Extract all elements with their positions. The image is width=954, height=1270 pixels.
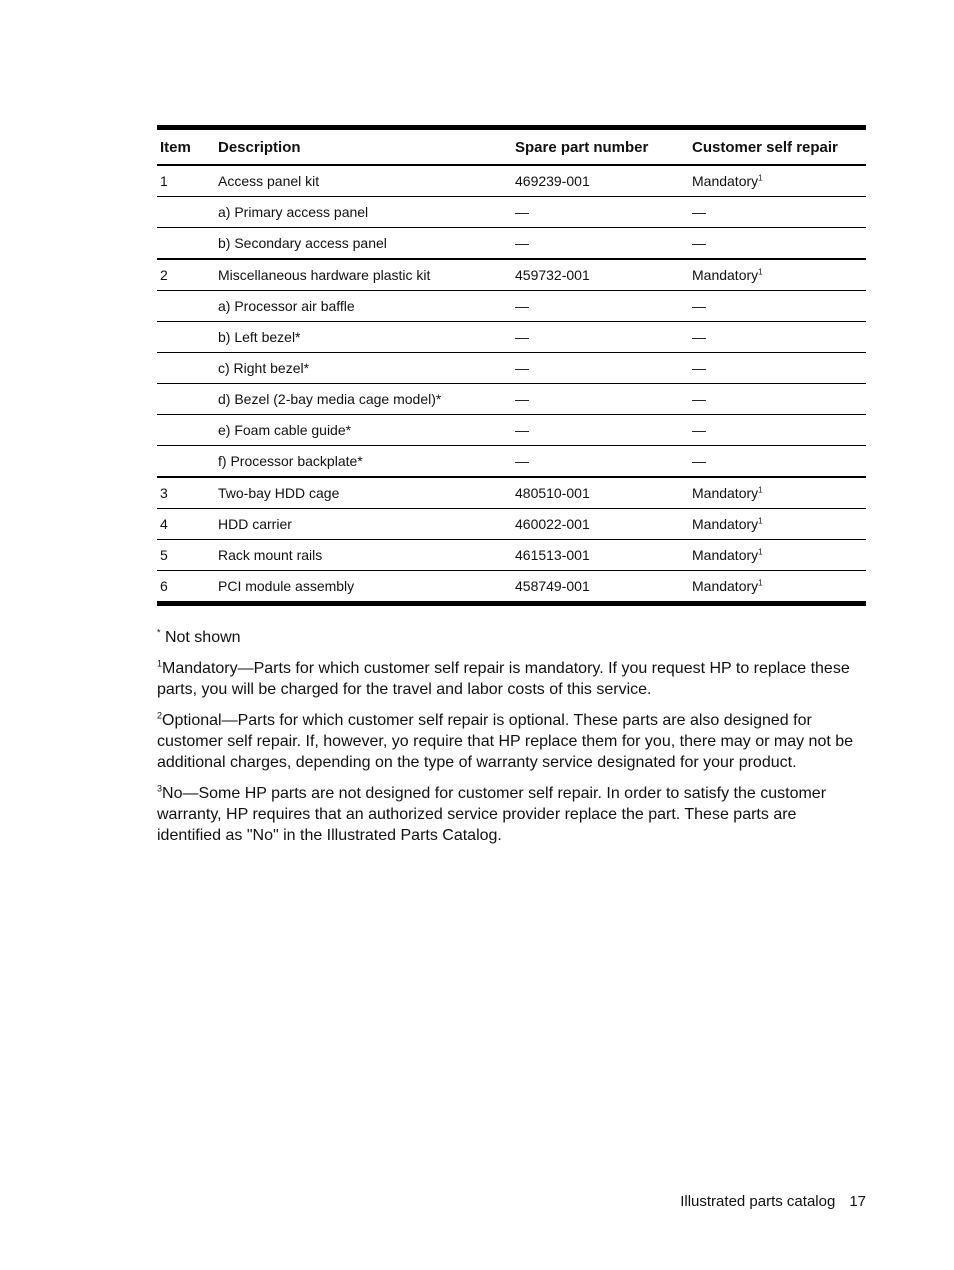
cell-spare-part-number: —: [512, 228, 689, 260]
csr-value: Mandatory: [692, 516, 759, 532]
footnotes: [157, 627, 857, 856]
cell-description: a) Primary access panel: [215, 197, 512, 228]
cell-item: 4: [157, 509, 215, 540]
table-row: [157, 509, 866, 540]
header-item: Item: [157, 128, 215, 166]
footer-section-title: Illustrated parts catalog: [680, 1193, 836, 1210]
cell-item: 6: [160, 578, 168, 594]
cell-customer-self-repair: [689, 509, 866, 540]
csr-value: —: [692, 360, 706, 376]
csr-value: Mandatory: [692, 485, 759, 501]
cell-spare-part-number: 458749-001: [515, 578, 590, 594]
csr-value: Mandatory: [692, 267, 759, 283]
cell-customer-self-repair: [689, 228, 866, 260]
note-not-shown: [157, 627, 857, 648]
cell-description: f) Processor backplate*: [215, 446, 512, 478]
cell-spare-part-number: 469239-001: [512, 165, 689, 197]
footnote-ref: 1: [758, 173, 763, 183]
table-header-row: [157, 128, 866, 166]
cell-spare-part-number: 461513-001: [512, 540, 689, 571]
cell-description: PCI module assembly: [218, 578, 355, 594]
csr-value: Mandatory: [692, 173, 759, 189]
spare-parts-table: [157, 125, 866, 606]
cell-item: [157, 322, 215, 353]
footnote-ref: 1: [758, 267, 763, 277]
cell-spare-part-number: 459732-001: [512, 259, 689, 291]
footnote-ref: 1: [758, 578, 763, 588]
csr-value: —: [692, 204, 706, 220]
table-row: [157, 228, 866, 260]
cell-spare-part-number: —: [512, 291, 689, 322]
cell-spare-part-number: —: [512, 384, 689, 415]
table-row: [157, 446, 866, 478]
note-mandatory: [157, 658, 857, 700]
table-row: [157, 415, 866, 446]
header-customer-self-repair: Customer self repair: [689, 128, 866, 166]
footnote-ref: 1: [758, 547, 763, 557]
note-mark: *: [157, 627, 161, 638]
cell-customer-self-repair: [689, 540, 866, 571]
cell-description: a) Processor air baffle: [215, 291, 512, 322]
table-row: [157, 197, 866, 228]
table-row: [157, 477, 866, 509]
cell-item: [157, 446, 215, 478]
csr-value: —: [692, 298, 706, 314]
note-optional: [157, 710, 857, 773]
cell-description: b) Left bezel*: [215, 322, 512, 353]
table-row: [157, 165, 866, 197]
note-text: Not shown: [160, 629, 241, 646]
cell-description: HDD carrier: [215, 509, 512, 540]
table-row: [157, 353, 866, 384]
cell-description: c) Right bezel*: [215, 353, 512, 384]
csr-value: —: [692, 453, 706, 469]
cell-customer-self-repair: [689, 291, 866, 322]
cell-item: 1: [157, 165, 215, 197]
cell-customer-self-repair: [689, 165, 866, 197]
header-description: Description: [215, 128, 512, 166]
cell-description: b) Secondary access panel: [215, 228, 512, 260]
table-row: [157, 384, 866, 415]
cell-spare-part-number: —: [512, 415, 689, 446]
table-row: [157, 291, 866, 322]
cell-customer-self-repair: [689, 571, 866, 604]
cell-description: Access panel kit: [215, 165, 512, 197]
cell-item: [157, 291, 215, 322]
note-mark: 1: [157, 658, 163, 669]
cell-description: Two-bay HDD cage: [215, 477, 512, 509]
cell-spare-part-number: —: [512, 197, 689, 228]
cell-spare-part-number: 460022-001: [512, 509, 689, 540]
note-no: [157, 783, 857, 846]
note-text: Optional—Parts for which customer self repair is optional. These parts are also designed for customer self repair. If, however, yo require that HP replace them for you, there may or may not be additional charges, depending on the type of warranty service designated for your product.: [157, 712, 854, 771]
cell-item: [157, 384, 215, 415]
csr-value: —: [692, 235, 706, 251]
page-number: 17: [849, 1193, 866, 1210]
cell-item: 2: [157, 259, 215, 291]
cell-item: [157, 415, 215, 446]
cell-description: d) Bezel (2-bay media cage model)*: [215, 384, 512, 415]
cell-item: [157, 353, 215, 384]
cell-customer-self-repair: [689, 322, 866, 353]
table-row: [157, 540, 866, 571]
table-row: [157, 571, 866, 604]
cell-spare-part-number: 480510-001: [512, 477, 689, 509]
csr-value: Mandatory: [692, 578, 759, 594]
cell-customer-self-repair: [689, 446, 866, 478]
cell-item: [157, 197, 215, 228]
page-footer: [680, 1193, 866, 1210]
cell-item: 5: [157, 540, 215, 571]
table-row: [157, 322, 866, 353]
cell-description: e) Foam cable guide*: [215, 415, 512, 446]
table-row: [157, 259, 866, 291]
cell-customer-self-repair: [689, 197, 866, 228]
cell-customer-self-repair: [689, 259, 866, 291]
csr-value: —: [692, 422, 706, 438]
cell-item: [157, 228, 215, 260]
cell-description: Miscellaneous hardware plastic kit: [215, 259, 512, 291]
cell-customer-self-repair: [689, 415, 866, 446]
cell-spare-part-number: —: [512, 446, 689, 478]
cell-description: Rack mount rails: [215, 540, 512, 571]
cell-customer-self-repair: [689, 384, 866, 415]
csr-value: —: [692, 391, 706, 407]
csr-value: —: [692, 329, 706, 345]
header-spare-part-number: Spare part number: [512, 128, 689, 166]
note-text: Mandatory—Parts for which customer self repair is mandatory. If you request HP to replace these parts, you will be charged for the travel and labor costs of this service.: [157, 660, 850, 698]
cell-item: 3: [157, 477, 215, 509]
cell-spare-part-number: —: [512, 322, 689, 353]
note-mark: 3: [157, 783, 163, 794]
footnote-ref: 1: [758, 516, 763, 526]
csr-value: Mandatory: [692, 547, 759, 563]
cell-customer-self-repair: [689, 353, 866, 384]
cell-customer-self-repair: [689, 477, 866, 509]
note-mark: 2: [157, 710, 163, 721]
cell-spare-part-number: —: [512, 353, 689, 384]
footnote-ref: 1: [758, 485, 763, 495]
note-text: No—Some HP parts are not designed for customer self repair. In order to satisfy the customer warranty, HP requires that an authorized service provider replace the part. These parts are identified as "No" in the Illustrated Parts Catalog.: [157, 785, 827, 844]
